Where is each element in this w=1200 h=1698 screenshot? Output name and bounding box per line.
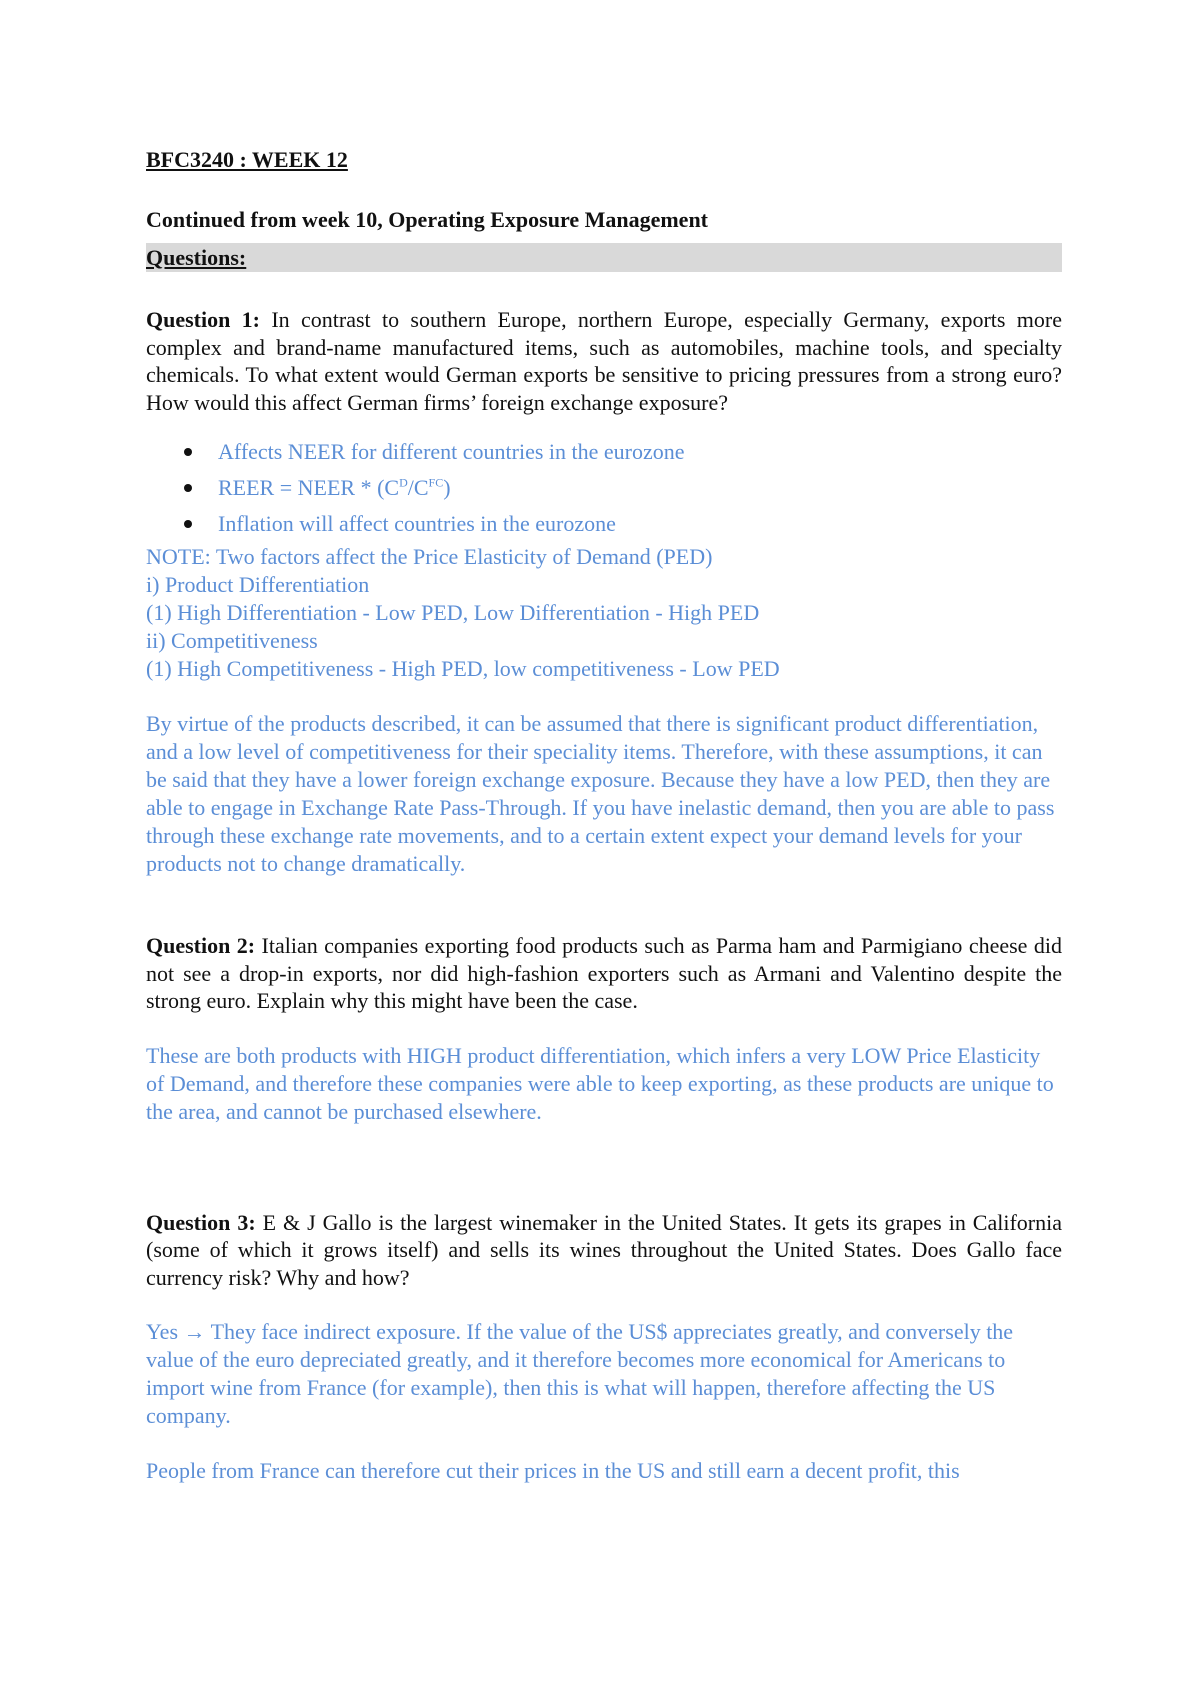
- question-2-text: Italian companies exporting food products such as Parma ham and Parmigiano cheese did not see a drop-in exports, nor did high-fashion exporters such as Armani and Valentino despite the strong euro. Explain why this might have been the case.: [146, 933, 1062, 1013]
- right-arrow-icon: →: [183, 1319, 206, 1344]
- answer-3-paragraph: [146, 1318, 1062, 1430]
- reer-formula-sup-fc: FC: [428, 475, 444, 490]
- answer-3-text: They face indirect exposure. If the value of the US$ appreciates greatly, and conversely the value of the euro depreciated greatly, and it therefore becomes more economical for Americans to import wine from France (for example), then this is what will happen, therefore affecting the US company.: [146, 1319, 1014, 1428]
- answer-2-paragraph: These are both products with HIGH product differentiation, which infers a very LOW Price Elasticity of Demand, and therefore these companies were able to keep exporting, as these products are unique to the area, and cannot be purchased elsewhere.: [146, 1042, 1054, 1124]
- questions-heading: Questions:: [146, 243, 1062, 272]
- bullet-item: [146, 470, 1062, 506]
- reer-formula: [218, 475, 451, 500]
- answer-3-yes: Yes: [146, 1319, 184, 1344]
- question-1-label: Question 1:: [146, 307, 261, 332]
- note-line: NOTE: Two factors affect the Price Elasticity of Demand (PED): [146, 544, 713, 569]
- document-subtitle: Continued from week 10, Operating Exposure Management: [146, 207, 709, 232]
- reer-formula-prefix: REER = NEER * (C: [218, 475, 400, 500]
- bullet-icon: [184, 484, 192, 492]
- question-3: [146, 1209, 1062, 1292]
- reer-formula-suffix: ): [443, 475, 451, 500]
- note-line: (1) High Competitiveness - High PED, low competitiveness - Low PED: [146, 656, 780, 681]
- question-2: [146, 932, 1062, 1015]
- document-title: BFC3240 : WEEK 12: [146, 147, 348, 172]
- answer-1-bullets: [146, 434, 1062, 542]
- question-1-text: In contrast to southern Europe, northern Europe, especially Germany, exports more complex and brand-name manufactured items, such as automobiles, machine tools, and specialty chemicals. To what extent would German exports be sensitive to pricing pressures from a strong euro? How would this affect German firms’ foreign exchange exposure?: [146, 307, 1062, 415]
- bullet-item: [146, 506, 1062, 542]
- bullet-icon: [184, 520, 192, 528]
- bullet-text: Inflation will affect countries in the eurozone: [218, 511, 616, 536]
- bullet-item: [146, 434, 1062, 470]
- document-body: [146, 147, 1062, 1485]
- note-line: i) Product Differentiation: [146, 572, 370, 597]
- answer-1-note: [146, 543, 1062, 683]
- question-3-label: Question 3:: [146, 1209, 256, 1235]
- bullet-text: Affects NEER for different countries in the eurozone: [218, 439, 685, 464]
- question-1: [146, 306, 1062, 416]
- question-3-text: E & J Gallo is the largest winemaker in the United States. It gets its grapes in California (some of which it grows itself) and sells its wines throughout the United States. Does Gallo face currency risk? Why and how?: [146, 1209, 1062, 1290]
- note-line: (1) High Differentiation - Low PED, Low Differentiation - High PED: [146, 600, 760, 625]
- answer-1-paragraph: By virtue of the products described, it can be assumed that there is significant product differentiation, and a low level of competitiveness for their speciality items. Therefore, with these assumptions, it can be said that they have a lower foreign exchange exposure. Because they have a low PED, then they are able to engage in Exchange Rate Pass-Through. If you have inelastic demand, then you are able to pass through these exchange rate movements, and to a certain extent expect your demand levels for your products not to change dramatically.: [146, 711, 1055, 876]
- question-2-label: Question 2:: [146, 933, 256, 958]
- note-line: ii) Competitiveness: [146, 628, 318, 653]
- answer-3-paragraph-2: People from France can therefore cut their prices in the US and still earn a decent profit, this: [146, 1458, 960, 1483]
- bullet-icon: [184, 448, 192, 456]
- reer-formula-sup-d: D: [399, 475, 408, 490]
- reer-formula-mid: /C: [407, 475, 429, 500]
